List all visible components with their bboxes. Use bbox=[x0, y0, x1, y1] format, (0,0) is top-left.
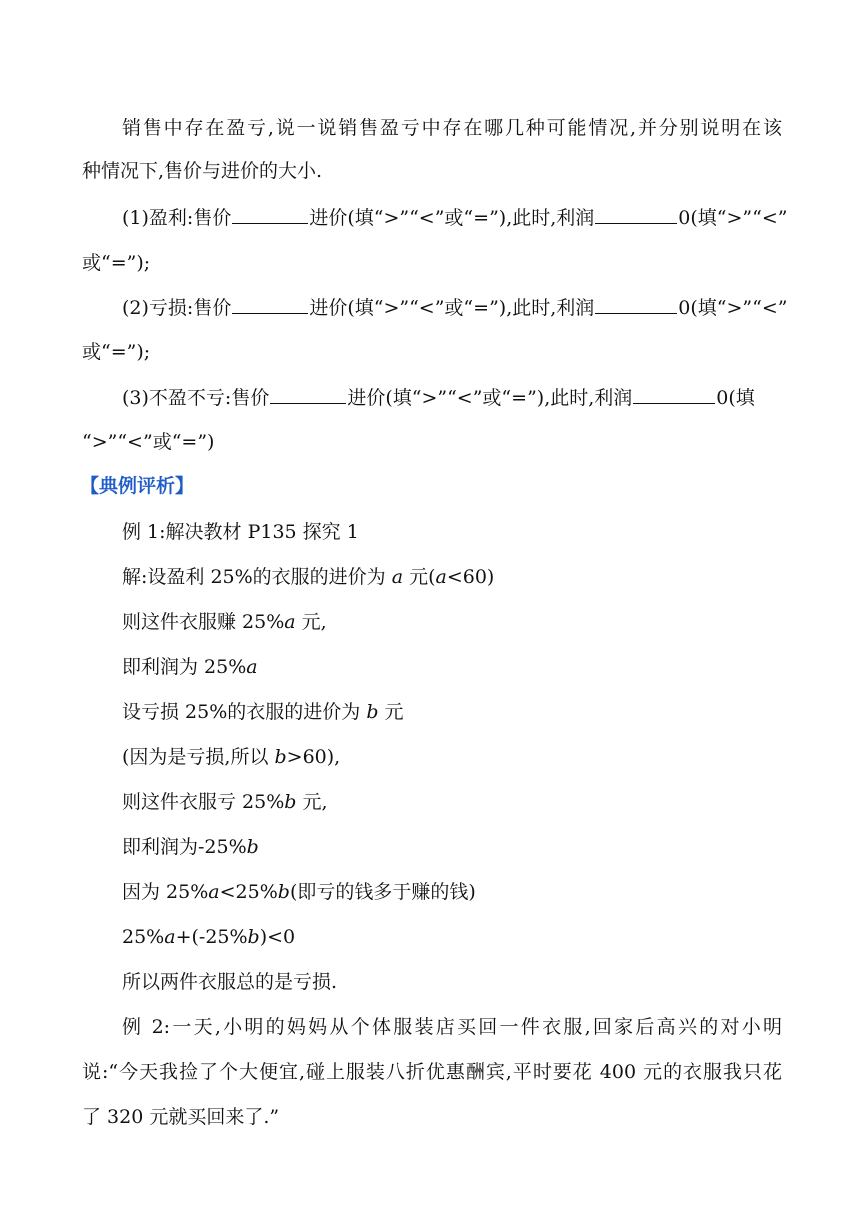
fill-item-1-cont: 或“=”); bbox=[82, 252, 151, 274]
text-span: +(-25% bbox=[175, 926, 248, 948]
text-span: 解:设盈利 25%的衣服的进价为 bbox=[122, 566, 392, 588]
example2-line-2: 说:“今天我捡了个大便宜,碰上服装八折优惠酬宾,平时要花 400 元的衣服我只花 bbox=[82, 1061, 782, 1083]
variable: b bbox=[284, 791, 297, 813]
fill-blank-2b[interactable] bbox=[595, 295, 677, 314]
fill-item-2-text-c: 0(填“>”“<” bbox=[678, 297, 788, 319]
intro-line-2: 种情况下,售价与进价的大小. bbox=[82, 160, 323, 182]
example1-line-2 bbox=[122, 610, 782, 634]
text-span: 则这件衣服赚 25% bbox=[122, 611, 285, 633]
fill-item-1 bbox=[122, 205, 788, 230]
variable: a bbox=[435, 566, 447, 588]
fill-item-2-cont: 或“=”); bbox=[82, 341, 151, 363]
variable: b bbox=[246, 836, 259, 858]
intro-line-1: 销售中存在盈亏,说一说销售盈亏中存在哪几种可能情况,并分别说明在该 bbox=[122, 117, 782, 139]
variable: b bbox=[366, 701, 379, 723]
variable: a bbox=[391, 566, 404, 588]
variable: a bbox=[208, 881, 220, 903]
variable: b bbox=[247, 926, 260, 948]
example2-line-1: 例 2:一天,小明的妈妈从个体服装店买回一件衣服,回家后高兴的对小明 bbox=[122, 1016, 782, 1038]
variable: b bbox=[274, 746, 287, 768]
example1-line-5 bbox=[122, 745, 782, 769]
text-span: 元( bbox=[403, 566, 436, 588]
example1-line-3 bbox=[122, 655, 782, 679]
fill-item-2-text-a: (2)亏损:售价 bbox=[122, 297, 232, 319]
variable: a bbox=[284, 611, 296, 633]
text-span: 即利润为-25% bbox=[122, 836, 247, 858]
example1-line-1 bbox=[122, 565, 782, 589]
text-span: <60) bbox=[446, 566, 495, 588]
text-span: >60), bbox=[286, 746, 341, 768]
section-heading: 【典例评析】 bbox=[80, 475, 195, 497]
example1-line-4 bbox=[122, 700, 782, 724]
text-span: 元 bbox=[378, 701, 404, 723]
fill-item-3-cont: “>”“<”或“=”) bbox=[82, 431, 215, 453]
example1-line-10: 所以两件衣服总的是亏损. bbox=[122, 971, 338, 993]
text-span: (即亏的钱多于赚的钱) bbox=[289, 881, 476, 903]
fill-item-3-text-a: (3)不盈不亏:售价 bbox=[122, 387, 270, 409]
fill-blank-2a[interactable] bbox=[232, 295, 308, 314]
fill-item-2-text-b: 进价(填“>”“<”或“=”),此时,利润 bbox=[309, 297, 595, 319]
example1-line-8 bbox=[122, 880, 782, 904]
fill-item-1-text-c: 0(填“>”“<” bbox=[678, 207, 788, 229]
variable: a bbox=[164, 926, 176, 948]
text-span: 因为 25% bbox=[122, 881, 209, 903]
text-span: 设亏损 25%的衣服的进价为 bbox=[122, 701, 367, 723]
text-span: 即利润为 25% bbox=[122, 656, 247, 678]
fill-blank-1b[interactable] bbox=[595, 205, 677, 224]
fill-blank-1a[interactable] bbox=[232, 205, 308, 224]
variable: a bbox=[246, 656, 258, 678]
text-span: 元, bbox=[295, 611, 327, 633]
text-span: (因为是亏损,所以 bbox=[122, 746, 275, 768]
text-span: 25% bbox=[122, 926, 165, 948]
fill-item-3-text-b: 进价(填“>”“<”或“=”),此时,利润 bbox=[347, 387, 633, 409]
fill-item-1-text-b: 进价(填“>”“<”或“=”),此时,利润 bbox=[309, 207, 595, 229]
text-span: 元, bbox=[296, 791, 328, 813]
text-span: <25% bbox=[219, 881, 278, 903]
example1-line-9 bbox=[122, 925, 782, 949]
example2-line-3: 了 320 元就买回来了.” bbox=[82, 1106, 280, 1128]
example1-line-7 bbox=[122, 835, 782, 859]
text-span: )<0 bbox=[259, 926, 296, 948]
fill-blank-3a[interactable] bbox=[270, 385, 346, 404]
fill-item-3 bbox=[122, 385, 782, 410]
example1-line-6 bbox=[122, 790, 782, 814]
text-span: 则这件衣服亏 25% bbox=[122, 791, 285, 813]
fill-item-1-text-a: (1)盈利:售价 bbox=[122, 207, 232, 229]
fill-blank-3b[interactable] bbox=[633, 385, 715, 404]
variable: b bbox=[277, 881, 290, 903]
example1-title: 例 1:解决教材 P135 探究 1 bbox=[122, 521, 359, 543]
fill-item-2 bbox=[122, 295, 788, 320]
fill-item-3-text-c: 0(填 bbox=[716, 387, 755, 409]
